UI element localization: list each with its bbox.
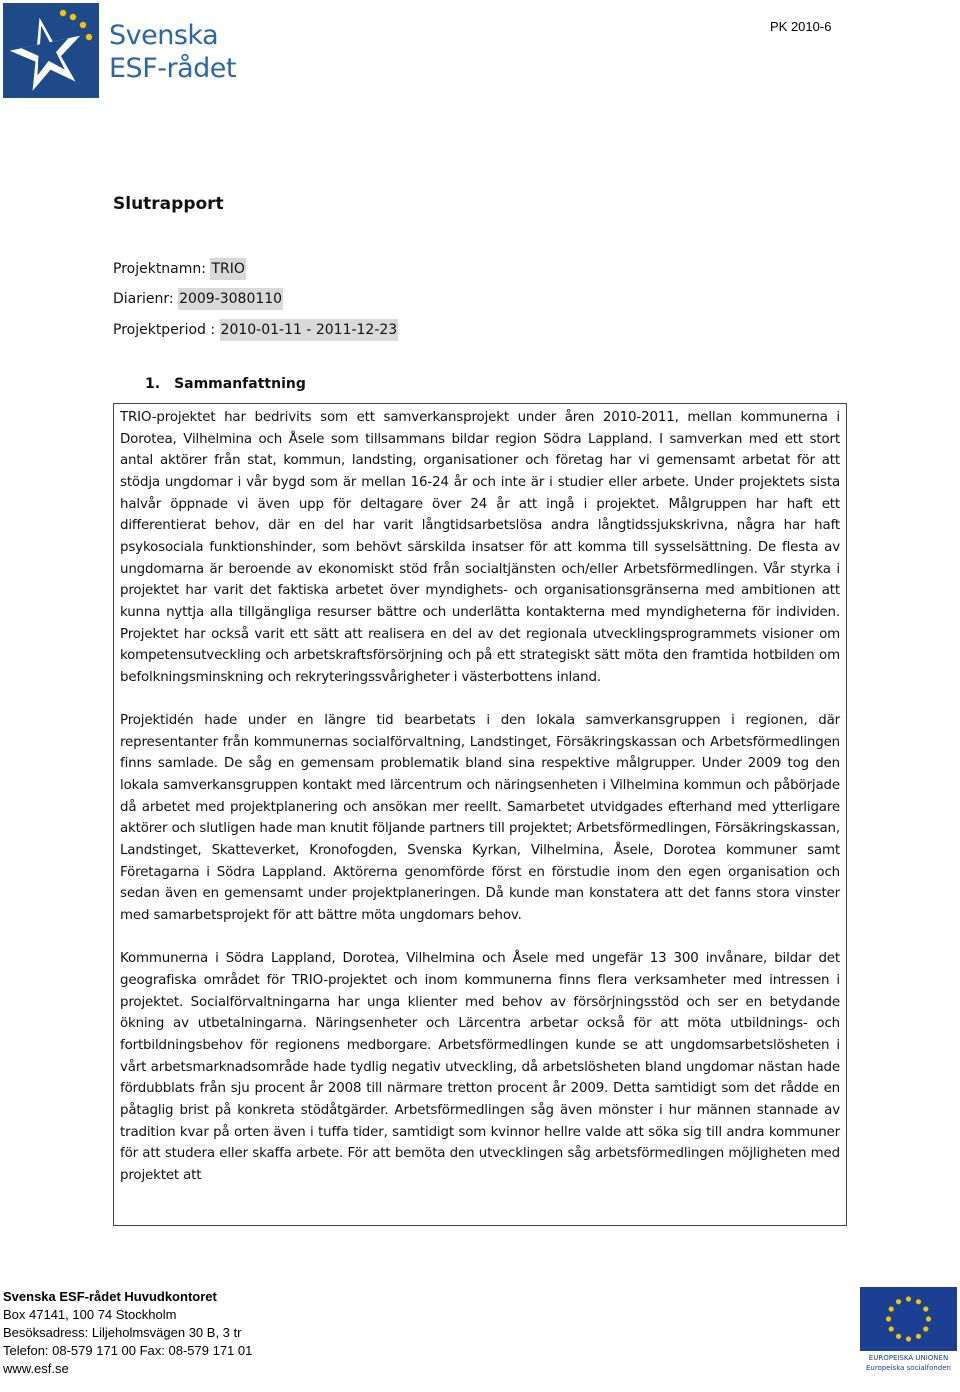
eu-caption-line-1: EUROPEISKA UNIONEN — [868, 1354, 949, 1362]
diary-row — [113, 291, 283, 307]
logo-line-1: Svenska — [109, 19, 219, 51]
eu-caption — [860, 1353, 957, 1373]
section-heading — [145, 376, 306, 392]
project-period-label: Projektperiod : — [113, 322, 220, 338]
esf-logo — [3, 3, 236, 98]
star-logo-icon — [3, 3, 99, 98]
summary-box — [113, 403, 847, 1226]
footer-address: Box 47141, 100 74 Stockholm — [3, 1307, 177, 1322]
summary-paragraph-2: Projektidén hade under en längre tid bearbetats i den lokala samverkansgruppen i regionen, där representanter från kommunernas socialförvaltning, Landstinget, Försäkringskassan och Arbetsförmedlingen finns samlade. De såg en gemensam problematik bland sina respektive målgrupper. Under 2009 tog den lokala samverkansgruppen kontakt med lärcentrum och näringsenheten i Vilhelmina kommun och påbörjade då arbetet med projektplanering och ansökan mer reellt. Samarbetet utvidgades efterhand med ytterligare aktörer och slutligen hade man knutit följande partners till projektet; Arbetsförmedlingen, Försäkringskassan, Landstinget, Skatteverket, Kronofogden, Svenska Kyrkan, Vilhelmina, Åsele, Dorotea kommuner samt Företagarna i Södra Lappland. Aktörerna genomförde först en förstudie inom den egen organisation och sedan även en gemensamt under projektplaneringen. Då kunde man konstatera att det fanns stora vinster med samarbetsprojekt för att bättre möta ungdomars behov. — [120, 713, 840, 924]
project-name-label: Projektnamn: — [113, 261, 211, 277]
eu-caption-line-2: Europeiska socialfonden — [866, 1364, 951, 1372]
footer-org: Svenska ESF-rådet Huvudkontoret — [3, 1289, 217, 1304]
project-period-row — [113, 322, 398, 338]
section-number: 1. — [145, 376, 161, 392]
project-name-row — [113, 261, 246, 277]
diary-value: 2009-3080110 — [178, 288, 283, 310]
logo-wordmark — [109, 17, 236, 85]
summary-paragraph-1: TRIO-projektet har bedrivits som ett samverkansprojekt under åren 2010-2011, mellan kommunerna i Dorotea, Vilhelmina och Åsele som tillsammans bildar region Södra Lappland. I samverkan med ett stort antal aktörer från stat, kommun, landsting, organisationer och företag har vi gemensamt arbetat för att stödja ungdomar i vår bygd som är mellan 16-24 år och inte är i studier eller arbete. Under projektets sista halvår öppnade vi även upp för deltagare över 24 år att ingå i projektet. Målgruppen har haft ett differentierat behov, där en del har varit långtidsarbetslösa andra långtidssjukskrivna, några har haft psykosociala funktionshinder, som behövt särskilda insatser för att komma till sysselsättning. De flesta av ungdomarna är beroende av ekonomiskt stöd från socialtjänsten och/eller Arbetsförmedlingen. Vår styrka i projektet har varit det faktiska arbetet över myndighets- och organisationsgränserna med ambitionen att kunna nyttja alla tillgängliga resurser bättre och underlätta kontakterna med myndigheterna för individen. Projektet har också varit ett sätt att realisera en del av det regionala utvecklingsprogrammets visioner om kompetensutveckling och arbetskraftsförsörjning och på ett strategiskt sätt möta den framtida hotbilden om befolkningsminskning och rekryteringssvårigheter i västerbottens inland. — [120, 410, 840, 685]
eu-logo — [860, 1287, 957, 1375]
document-code: PK 2010-6 — [770, 19, 832, 34]
footer-contact — [3, 1288, 252, 1378]
summary-paragraph-3: Kommunerna i Södra Lappland, Dorotea, Vilhelmina och Åsele med ungefär 13 300 invånare, bildar det geografiska området för TRIO-projektet och inom kommunerna finns flera verksamheter med intressen i projektet. Socialförvaltningarna har unga klienter med behov av försörjningsstöd och ser en betydande ökning av utbetalningarna. Näringsenheter och Lärcentra arbetar också för att möta utbildnings- och fortbildningsbehov för regionens medborgare. Arbetsförmedlingen kunde se att ungdomsarbetslösheten i vårt arbetsmarknadsområde hade tydlig negativ utveckling, då arbetslösheten bland ungdomar nästan hade fördubblats från sju procent år 2008 till närmare tretton procent år 2009. Detta samtidigt som det rådde en påtaglig brist på konkreta stödåtgärder. Arbetsförmedlingen såg även mönster i hur männen stannade av tradition kvar på orten även i tuffa tider, samtidigt som kvinnor hellre valde att söka sig till andra kommuner för att studera eller skaffa arbete. För att bemöta den utvecklingen såg arbetsförmedlingen möjligheten med projektet att — [120, 951, 840, 1183]
footer-phone: Telefon: 08-579 171 00 Fax: 08-579 171 01 — [3, 1343, 253, 1358]
diary-label: Diarienr: — [113, 291, 179, 307]
eu-flag-icon — [860, 1287, 957, 1351]
section-title: Sammanfattning — [174, 376, 306, 392]
logo-line-2: ESF-rådet — [109, 52, 236, 84]
project-period-value: 2010-01-11 - 2011-12-23 — [220, 319, 399, 341]
page-title: Slutrapport — [113, 194, 224, 214]
footer-visit-address: Besöksadress: Liljeholmsvägen 30 B, 3 tr — [3, 1325, 242, 1340]
project-name-value: TRIO — [210, 258, 245, 280]
footer-website: www.esf.se — [3, 1361, 69, 1376]
